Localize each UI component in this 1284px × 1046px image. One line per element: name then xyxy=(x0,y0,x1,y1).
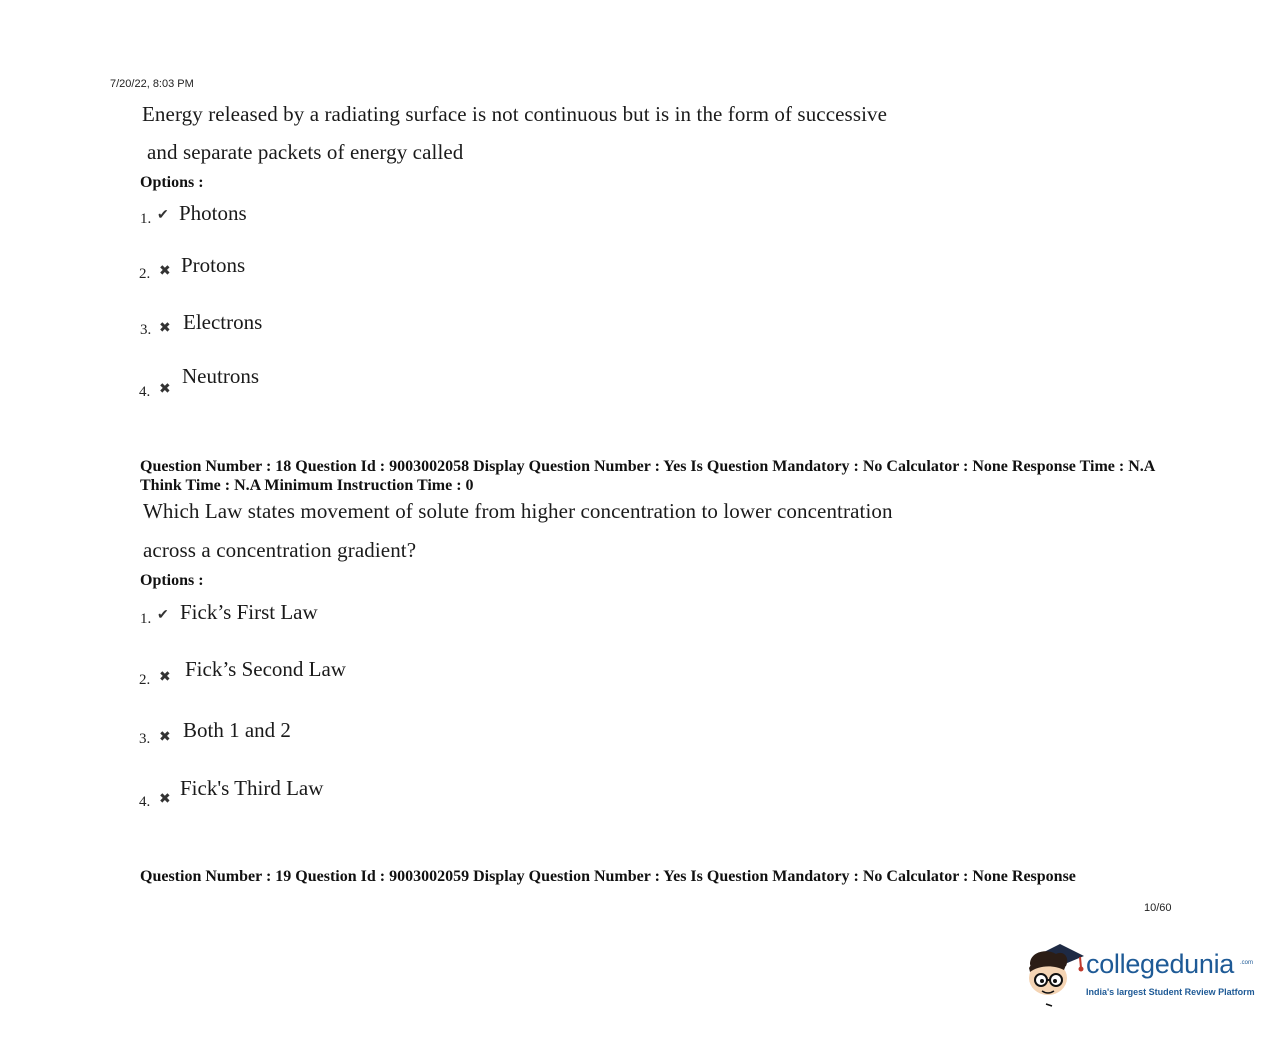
wrong-cross-icon: ✖ xyxy=(159,730,171,745)
question-18-options-label: Options : xyxy=(140,572,204,589)
option-number: 2. xyxy=(139,266,151,282)
option-text: Photons xyxy=(179,201,247,225)
question-18-text-line-1: Which Law states movement of solute from higher concentration to lower concentration xyxy=(143,499,893,523)
option-text: Fick's Third Law xyxy=(180,776,324,800)
wrong-cross-icon: ✖ xyxy=(159,382,171,397)
question-17-text-line-1: Energy released by a radiating surface is not continuous but is in the form of successive xyxy=(142,102,888,126)
page-number: 10/60 xyxy=(1144,902,1172,914)
option-text: Fick’s Second Law xyxy=(185,657,346,681)
wrong-cross-icon: ✖ xyxy=(159,792,171,807)
wrong-cross-icon: ✖ xyxy=(159,321,171,336)
logo-wordmark: collegedunia xyxy=(1086,949,1235,979)
correct-check-icon: ✔ xyxy=(157,608,169,623)
option-text: Both 1 and 2 xyxy=(183,718,291,742)
question-18-text-line-2: across a concentration gradient? xyxy=(143,538,417,562)
mascot-icon xyxy=(1024,938,1088,1010)
option-text: Protons xyxy=(181,253,246,277)
option-number: 4. xyxy=(139,794,151,810)
question-17-options-label: Options : xyxy=(140,174,204,191)
logo-tagline: India's largest Student Review Platform xyxy=(1086,987,1255,997)
correct-check-icon: ✔ xyxy=(157,208,169,223)
question-18-metadata: Question Number : 18 Question Id : 9003002058 Display Question Number : Yes Is Question Mandatory : No Calculator : None Response Time : N.A Think Time : N.A Minimum Instruction Time : 0 xyxy=(140,458,1155,494)
option-text: Neutrons xyxy=(182,364,259,388)
option-number: 2. xyxy=(139,672,151,688)
option-text: Electrons xyxy=(183,310,263,334)
option-number: 1. xyxy=(140,211,152,227)
question-17-text-line-2: and separate packets of energy called xyxy=(147,140,464,164)
logo-domain-suffix: .com xyxy=(1240,960,1254,966)
wrong-cross-icon: ✖ xyxy=(159,670,171,685)
option-text: Fick’s First Law xyxy=(180,600,318,624)
question-19-metadata: Question Number : 19 Question Id : 9003002059 Display Question Number : Yes Is Question Mandatory : No Calculator : None Response xyxy=(140,868,1076,885)
option-number: 3. xyxy=(140,322,152,338)
wrong-cross-icon: ✖ xyxy=(159,264,171,279)
option-number: 4. xyxy=(139,384,151,400)
option-number: 1. xyxy=(140,611,152,627)
print-timestamp: 7/20/22, 8:03 PM xyxy=(110,78,194,90)
option-number: 3. xyxy=(139,731,151,747)
